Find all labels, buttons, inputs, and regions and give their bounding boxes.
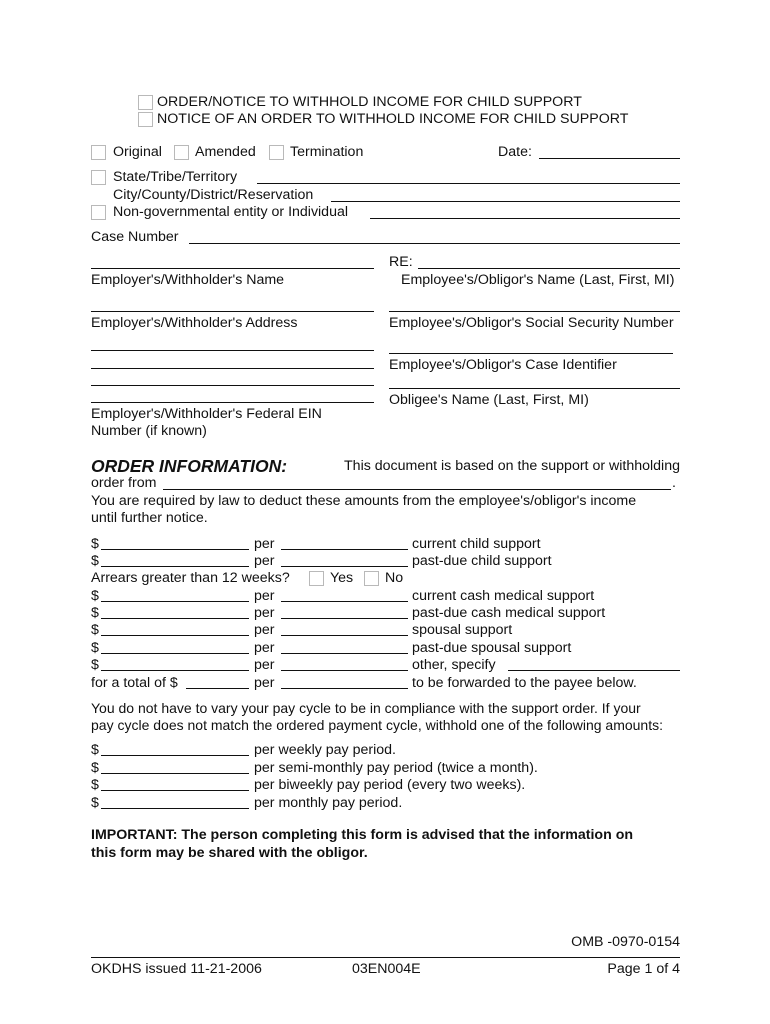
amount-row-current-cash-medical (91, 588, 595, 605)
employer-address-line-3[interactable] (91, 368, 374, 369)
employer-name-label: Employer's/Withholder's Name (91, 272, 285, 288)
amount-field[interactable] (101, 618, 249, 619)
employer-ein-label: Employer's/Withholder's Federal EIN (91, 406, 322, 422)
current-cash-medical-label: current cash medical support (412, 588, 595, 604)
original-checkbox[interactable] (91, 145, 106, 160)
pay-cycle-text-2: pay cycle does not match the ordered payment cycle, withhold one of the following amounts: (91, 717, 663, 733)
weekly-label: per weekly pay period. (254, 742, 396, 758)
obligee-name-label: Obligee's Name (Last, First, MI) (389, 392, 589, 408)
semimonthly-label: per semi-monthly pay period (twice a month). (254, 760, 538, 776)
state-tribe-checkbox[interactable] (91, 170, 106, 185)
biweekly-amount-field[interactable] (101, 790, 249, 791)
frequency-field[interactable] (281, 618, 408, 619)
city-county-field[interactable] (331, 201, 680, 202)
per-label: per (254, 657, 275, 673)
employer-address-line-4[interactable] (91, 385, 374, 386)
original-label: Original (113, 144, 162, 160)
amount-field[interactable] (101, 549, 249, 550)
footer-issued: OKDHS issued 11-21-2006 (91, 961, 262, 977)
amended-label: Amended (195, 144, 256, 160)
total-amount-field[interactable] (186, 688, 249, 689)
employee-name-field[interactable] (418, 268, 680, 269)
employee-case-id-field[interactable] (389, 353, 673, 354)
nongov-label: Non-governmental entity or Individual (113, 204, 349, 220)
other-label: other, specify (412, 657, 496, 673)
amount-row-other (91, 657, 496, 674)
biweekly-row (91, 777, 526, 794)
date-field[interactable] (539, 158, 680, 159)
pastdue-spousal-label: past-due spousal support (412, 640, 572, 656)
dollar-sign: $ (91, 640, 99, 656)
employee-name-label: Employee's/Obligor's Name (Last, First, MI) (401, 272, 675, 288)
termination-label: Termination (290, 144, 364, 160)
per-label: per (254, 536, 275, 552)
order-info-heading: ORDER INFORMATION: (91, 456, 288, 476)
amount-row-pastdue-cash-medical (91, 605, 606, 622)
footer-page-number: Page 1 of 4 (607, 961, 680, 977)
title-notice-of-order: NOTICE OF AN ORDER TO WITHHOLD INCOME FOR CHILD SUPPORT (157, 111, 629, 127)
per-label: per (254, 640, 275, 656)
state-tribe-field[interactable] (257, 183, 680, 184)
amount-field[interactable] (101, 601, 249, 602)
arrears-row (91, 570, 404, 587)
total-prefix: for a total of $ (91, 675, 178, 691)
date-label: Date: (498, 144, 532, 160)
pastdue-child-label: past-due child support (412, 553, 552, 569)
amount-field[interactable] (101, 653, 249, 654)
monthly-row (91, 795, 403, 812)
frequency-field[interactable] (281, 601, 408, 602)
frequency-field[interactable] (281, 688, 408, 689)
per-label: per (254, 553, 275, 569)
employee-ssn-field[interactable] (389, 311, 680, 312)
required-text-1: You are required by law to deduct these amounts from the employee's/obligor's income (91, 493, 637, 509)
dollar-sign: $ (91, 742, 99, 758)
order-info-intro: This document is based on the support or withholding (344, 458, 680, 474)
title-order-notice: ORDER/NOTICE TO WITHHOLD INCOME FOR CHILD SUPPORT (157, 94, 582, 110)
forwarded-label: to be forwarded to the payee below. (412, 675, 637, 691)
dollar-sign: $ (91, 553, 99, 569)
dollar-sign: $ (91, 622, 99, 638)
frequency-field[interactable] (281, 653, 408, 654)
required-text-2: until further notice. (91, 510, 208, 526)
amount-row-pastdue-child (91, 553, 552, 570)
important-notice-2: this form may be shared with the obligor. (91, 845, 368, 861)
amount-field[interactable] (101, 670, 249, 671)
per-label: per (254, 622, 275, 638)
frequency-field[interactable] (281, 566, 408, 567)
important-notice-1: IMPORTANT: The person completing this form is advised that the information on (91, 827, 634, 843)
amount-field[interactable] (101, 635, 249, 636)
pastdue-cash-medical-label: past-due cash medical support (412, 605, 606, 621)
dollar-sign: $ (91, 536, 99, 552)
notice-of-order-checkbox[interactable] (138, 112, 153, 127)
footer-form-number: 03EN004E (352, 961, 421, 977)
city-county-label: City/County/District/Reservation (113, 187, 314, 203)
frequency-field[interactable] (281, 635, 408, 636)
omb-number: OMB -0970-0154 (571, 934, 680, 950)
termination-checkbox[interactable] (269, 145, 284, 160)
current-child-label: current child support (412, 536, 541, 552)
monthly-label: per monthly pay period. (254, 795, 403, 811)
nongov-field[interactable] (370, 218, 680, 219)
dollar-sign: $ (91, 657, 99, 673)
employer-ein-field[interactable] (91, 402, 374, 403)
pay-cycle-text-1: You do not have to vary your pay cycle to be in compliance with the support order. If your (91, 700, 641, 716)
employee-case-id-label: Employee's/Obligor's Case Identifier (389, 357, 617, 373)
amount-row-spousal (91, 622, 513, 639)
amount-row-total (91, 675, 637, 692)
nongov-checkbox[interactable] (91, 205, 106, 220)
dollar-sign: $ (91, 760, 99, 776)
employer-address-line-2[interactable] (91, 350, 374, 351)
amount-row-pastdue-spousal (91, 640, 572, 657)
amount-field[interactable] (101, 566, 249, 567)
arrears-no-checkbox[interactable] (364, 571, 379, 586)
obligee-name-field[interactable] (389, 388, 680, 389)
arrears-yes-checkbox[interactable] (309, 571, 324, 586)
other-specify-field[interactable] (508, 670, 680, 671)
monthly-amount-field[interactable] (101, 808, 249, 809)
frequency-field[interactable] (281, 670, 408, 671)
per-label: per (254, 605, 275, 621)
arrears-yes-label: Yes (330, 570, 354, 586)
re-label: RE: (389, 254, 413, 270)
arrears-question: Arrears greater than 12 weeks? (91, 570, 290, 586)
arrears-no-label: No (385, 570, 404, 586)
dollar-sign: $ (91, 795, 99, 811)
case-number-field[interactable] (189, 243, 680, 244)
employer-address-label: Employer's/Withholder's Address (91, 315, 298, 331)
dollar-sign: $ (91, 588, 99, 604)
per-label: per (254, 675, 275, 691)
semimonthly-row (91, 760, 538, 777)
semimonthly-amount-field[interactable] (101, 773, 249, 774)
biweekly-label: per biweekly pay period (every two weeks). (254, 777, 526, 793)
amount-row-current-child (91, 536, 541, 553)
frequency-field[interactable] (281, 549, 408, 550)
amended-checkbox[interactable] (174, 145, 189, 160)
employer-address-field[interactable] (91, 311, 374, 312)
footer-rule (91, 957, 680, 958)
order-from-period: . (672, 475, 676, 491)
spousal-label: spousal support (412, 622, 513, 638)
employee-ssn-label: Employee's/Obligor's Social Security Number (389, 315, 674, 331)
order-from-label: order from (91, 475, 157, 491)
weekly-amount-field[interactable] (101, 755, 249, 756)
weekly-row (91, 742, 396, 759)
per-label: per (254, 588, 275, 604)
employer-ein-label-2: Number (if known) (91, 423, 207, 439)
order-from-field[interactable] (163, 489, 671, 490)
state-tribe-label: State/Tribe/Territory (113, 169, 238, 185)
case-number-label: Case Number (91, 229, 179, 245)
employer-name-field[interactable] (91, 268, 374, 269)
order-notice-checkbox[interactable] (138, 95, 153, 110)
dollar-sign: $ (91, 777, 99, 793)
dollar-sign: $ (91, 605, 99, 621)
